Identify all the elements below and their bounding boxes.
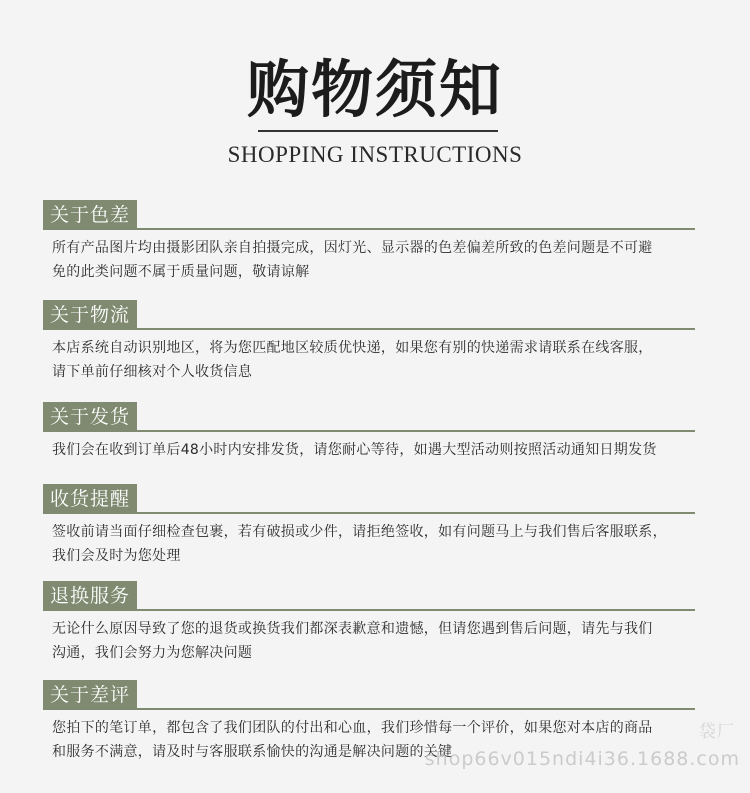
section-heading: 收货提醒 xyxy=(43,484,137,514)
body-line: 本店系统自动识别地区，将为您匹配地区较质优快递，如果您有别的快递需求请联系在线客服， xyxy=(52,340,653,356)
body-line: 我们会及时为您处理 xyxy=(52,548,181,564)
section-heading: 退换服务 xyxy=(43,581,137,611)
body-line: 我们会在收到订单后48小时内安排发货，请您耐心等待，如遇大型活动则按照活动通知日期发货 xyxy=(52,442,657,458)
section-divider xyxy=(43,512,695,514)
section-body xyxy=(52,617,692,665)
section-body xyxy=(52,336,692,384)
section-heading: 关于差评 xyxy=(43,680,137,710)
page-title: 购物须知 xyxy=(246,53,503,126)
body-line: 签收前请当面仔细检查包裹，若有破损或少件，请拒绝签收，如有问题马上与我们售后客服联系， xyxy=(52,524,667,540)
body-line: 沟通，我们会努力为您解决问题 xyxy=(52,645,253,661)
section-body xyxy=(52,438,692,462)
section-divider xyxy=(43,708,695,710)
section-body xyxy=(52,520,692,568)
body-line: 无论什么原因导致了您的退货或换货我们都深表歉意和遗憾，但请您遇到售后问题，请先与我们 xyxy=(52,621,653,637)
body-line: 所有产品图片均由摄影团队亲自拍摄完成，因灯光、显示器的色差偏差所致的色差问题是不可避 xyxy=(52,240,653,256)
section-body xyxy=(52,236,692,284)
section-heading: 关于色差 xyxy=(43,200,137,230)
section-divider xyxy=(43,609,695,611)
page-header xyxy=(0,0,750,180)
body-line: 请下单前仔细核对个人收货信息 xyxy=(52,364,253,380)
watermark-text: 袋厂 xyxy=(699,722,735,742)
section-heading: 关于物流 xyxy=(43,300,137,330)
section-divider xyxy=(43,228,695,230)
section-divider xyxy=(43,430,695,432)
section-divider xyxy=(43,328,695,330)
body-line: 和服务不满意，请及时与客服联系愉快的沟通是解决问题的关键 xyxy=(52,744,453,760)
section-heading: 关于发货 xyxy=(43,402,137,432)
body-line: 您拍下的笔订单，都包含了我们团队的付出和心血，我们珍惜每一个评价，如果您对本店的商品 xyxy=(52,720,653,736)
watermark-url: shop66v015ndi4i36.1688.com xyxy=(424,748,740,770)
body-line: 免的此类问题不属于质量问题，敬请谅解 xyxy=(52,264,310,280)
page-subtitle: SHOPPING INSTRUCTIONS xyxy=(227,142,523,167)
title-underline xyxy=(258,130,498,132)
